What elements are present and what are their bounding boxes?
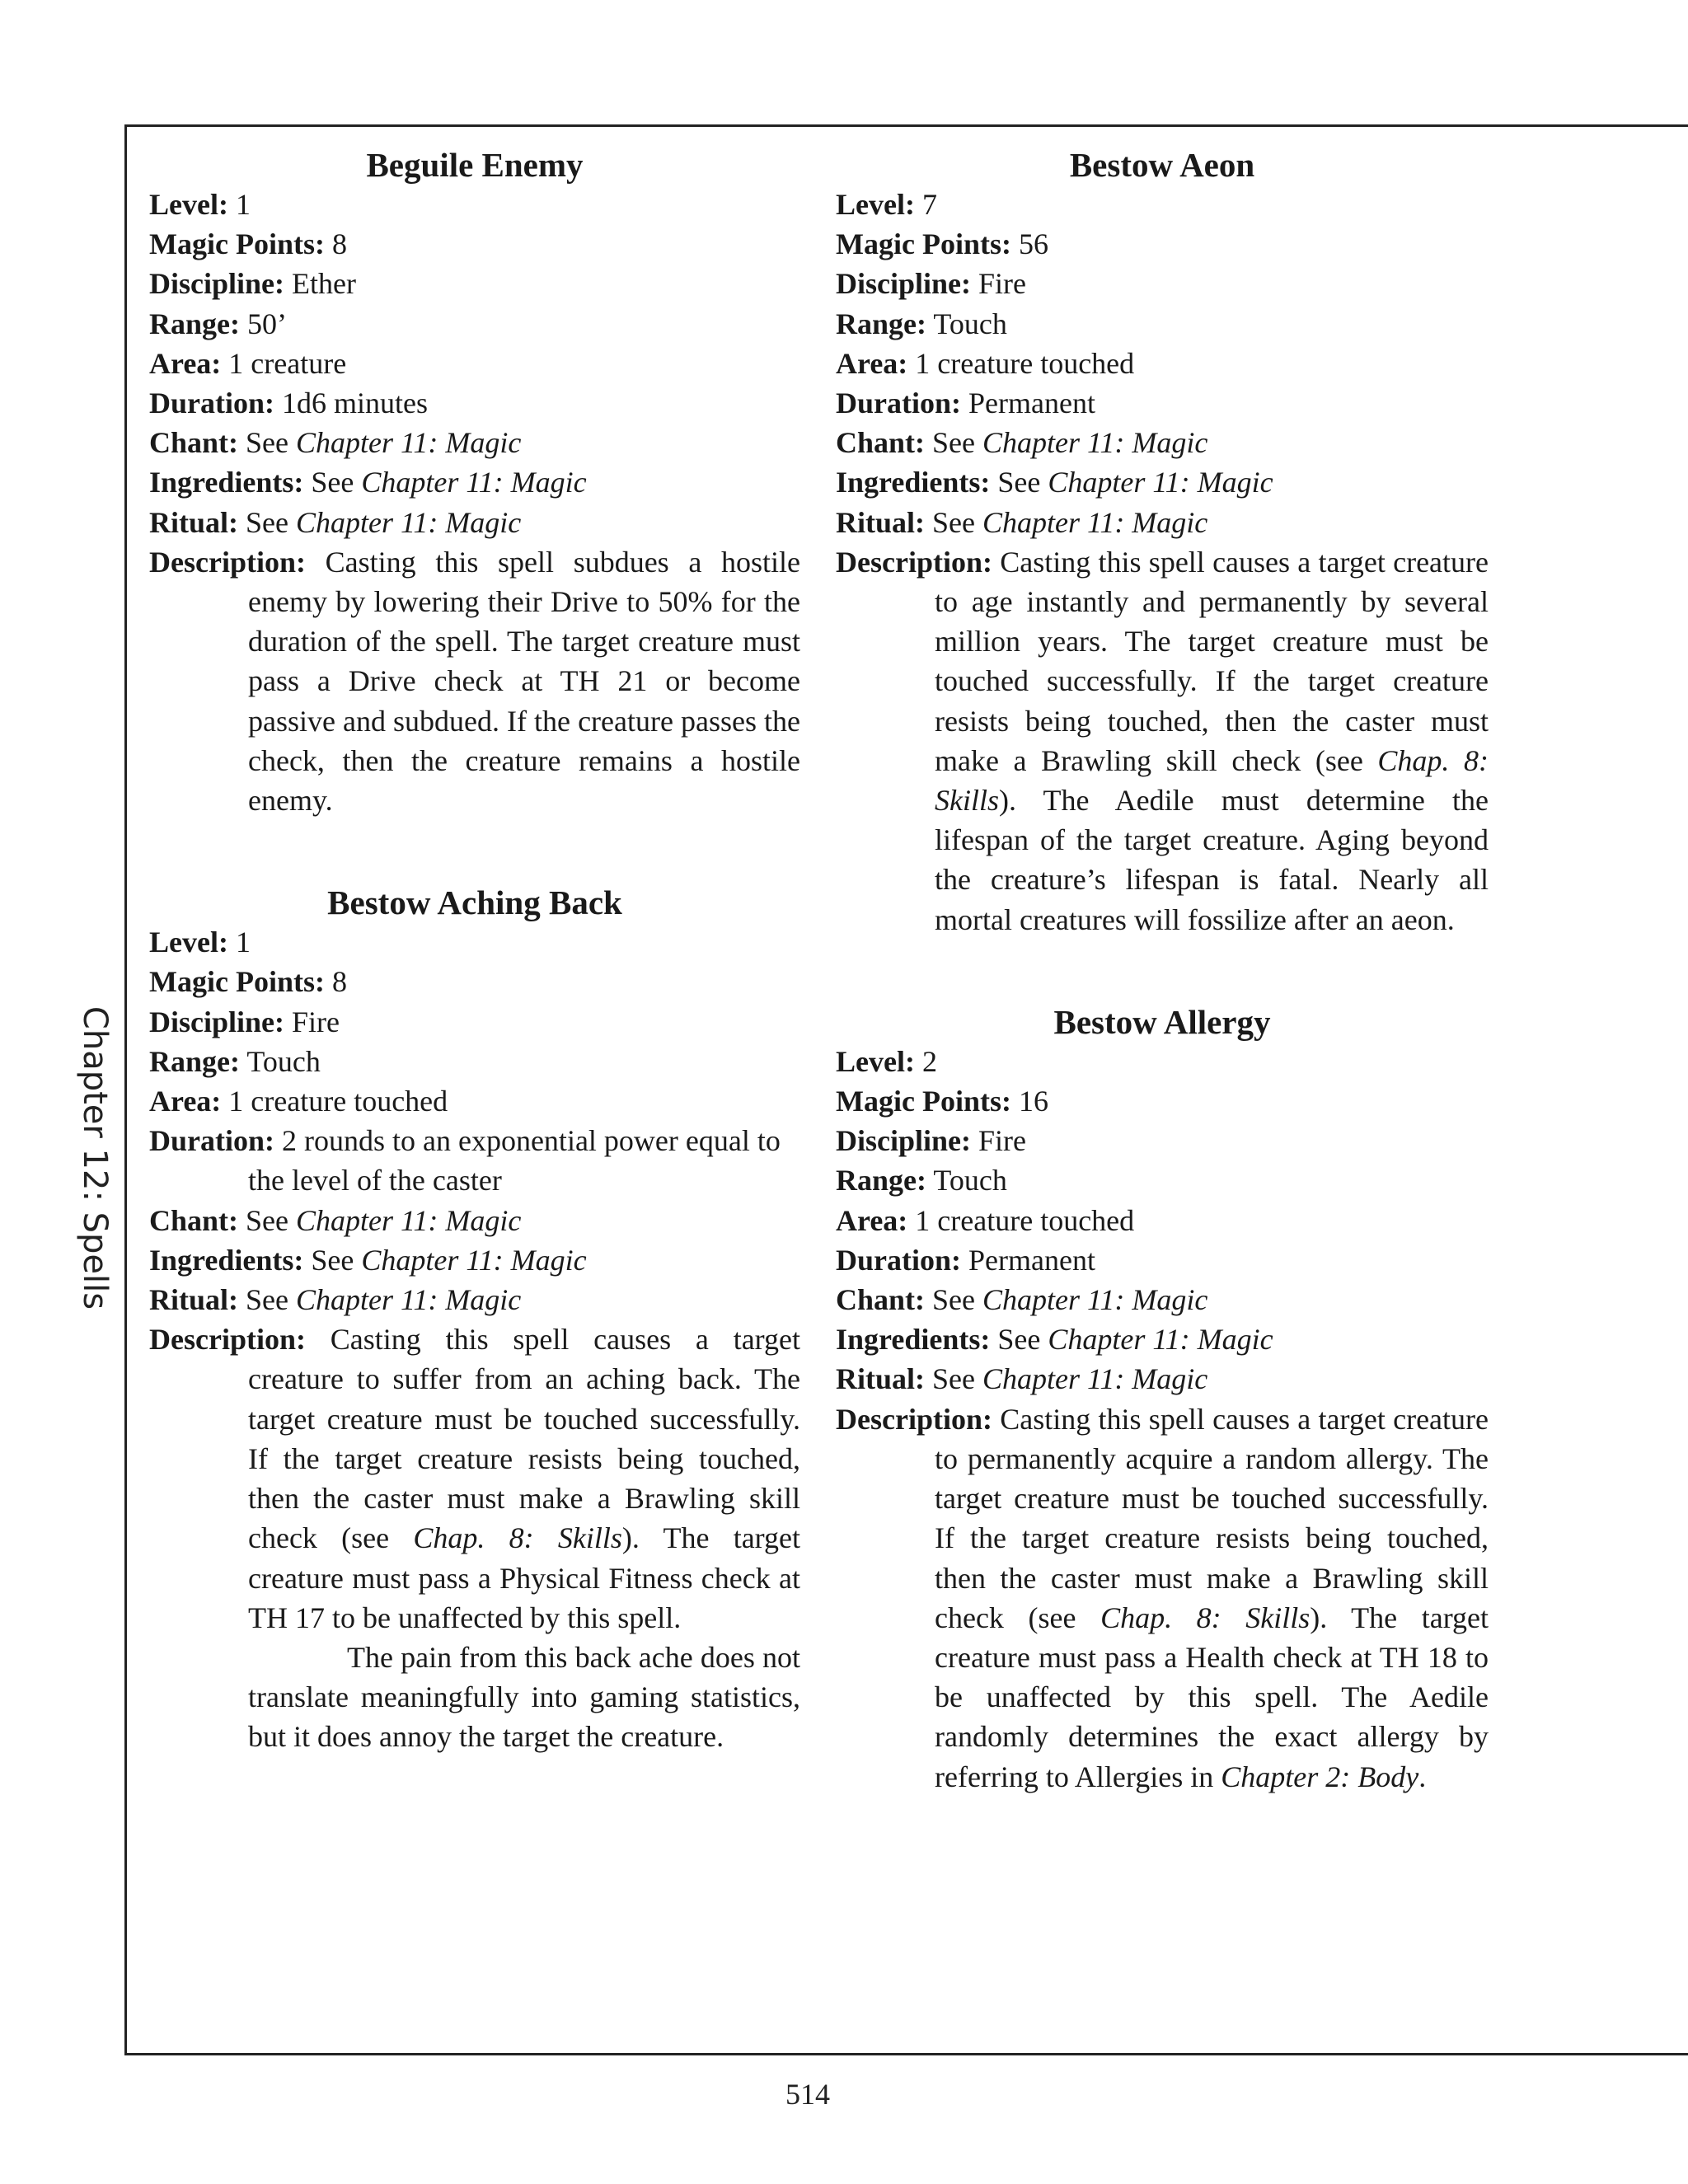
field-ritual: Ritual: See Chapter 11: Magic: [149, 1283, 522, 1317]
spell-bestow-aeon: [836, 142, 1489, 940]
field-level: Level: 1: [149, 926, 251, 959]
field-magic-points: Magic Points: 56: [836, 227, 1048, 261]
field-description: Description: Casting this spell causes a target creature to age instantly and permanently by several million years. The target creature must be touched successfully. If the target creature resists being touched, then the caster must make a Brawling skill check (see Chap. 8: Skills). The Aedile must determine the lifespan of the target creature. Aging beyond the creature’s lifespan is fatal. Nearly all mortal creatures will fossilize after an aeon.: [836, 545, 1489, 936]
field-duration: Duration: Permanent: [836, 387, 1095, 420]
field-ingredients: Ingredients: See Chapter 11: Magic: [149, 466, 587, 499]
field-description: Description: Casting this spell subdues a hostile enemy by lowering their Drive to 50% for the duration of the spell. The target creature must pass a Drive check at TH 21 or become passive and subdued. If the creature passes the check, then the creature remains a hostile enemy.: [149, 545, 801, 818]
spell-bestow-aching-back: [149, 879, 800, 1756]
field-level: Level: 7: [836, 188, 937, 221]
field-duration: Duration: Permanent: [836, 1243, 1095, 1277]
field-level: Level: 1: [149, 188, 251, 221]
field-description: Description: Casting this spell causes a target creature to permanently acquire a random allergy. The target creature must be touched successfully. If the target creature resists being touched, then the caster must make a Brawling skill check (see Chap. 8: Skills). The target creature must pass a Health check at TH 18 to be unaffected by this spell. The Aedile randomly determines the exact allergy by referring to Allergies in Chapter 2: Body.: [836, 1402, 1489, 1793]
field-area: Area: 1 creature touched: [149, 1085, 448, 1118]
field-range: Range: Touch: [836, 307, 1007, 340]
field-chant: Chant: See Chapter 11: Magic: [836, 1283, 1208, 1317]
page-number: 514: [785, 2078, 830, 2111]
field-description-continued: The pain from this back ache does not translate meaningfully into gaming statistics, but it does annoy the target the creature.: [248, 1640, 800, 1754]
field-chant: Chant: See Chapter 11: Magic: [149, 426, 522, 460]
field-duration: Duration: 2 rounds to an exponential power equal to the level of the caster: [149, 1124, 781, 1197]
field-duration: Duration: 1d6 minutes: [149, 387, 428, 420]
spell-title: Bestow Aching Back: [327, 883, 622, 922]
field-range: Range: Touch: [836, 1164, 1007, 1197]
spell-beguile-enemy: [149, 142, 800, 820]
field-discipline: Discipline: Fire: [836, 1124, 1027, 1158]
field-magic-points: Magic Points: 8: [149, 227, 347, 261]
field-area: Area: 1 creature: [149, 346, 347, 380]
field-level: Level: 2: [836, 1044, 937, 1078]
left-column: [149, 142, 800, 1757]
field-discipline: Discipline: Fire: [149, 1005, 340, 1038]
field-description: Description: Casting this spell causes a target creature to suffer from an aching back. The target creature must be touched successfully. If the target creature resists being touched, then the caster must make a Brawling skill check (see Chap. 8: Skills). The target creature must pass a Physical Fitness check at TH 17 to be unaffected by this spell.: [149, 1323, 800, 1634]
field-ritual: Ritual: See Chapter 11: Magic: [149, 505, 522, 539]
field-ingredients: Ingredients: See Chapter 11: Magic: [836, 466, 1273, 499]
spell-title: Beguile Enemy: [366, 146, 584, 184]
chapter-side-title: Chapter 12: Spells: [76, 1005, 114, 1310]
field-magic-points: Magic Points: 16: [836, 1085, 1048, 1118]
field-chant: Chant: See Chapter 11: Magic: [149, 1203, 522, 1237]
field-ritual: Ritual: See Chapter 11: Magic: [836, 505, 1208, 539]
field-ingredients: Ingredients: See Chapter 11: Magic: [836, 1323, 1273, 1357]
field-magic-points: Magic Points: 8: [149, 965, 347, 999]
field-chant: Chant: See Chapter 11: Magic: [836, 426, 1208, 460]
field-discipline: Discipline: Fire: [836, 267, 1027, 301]
field-area: Area: 1 creature touched: [836, 1203, 1135, 1237]
field-ingredients: Ingredients: See Chapter 11: Magic: [149, 1243, 587, 1277]
right-column: [836, 142, 1489, 1797]
field-area: Area: 1 creature touched: [836, 346, 1135, 380]
spell-title: Bestow Allergy: [1053, 1002, 1271, 1041]
field-discipline: Discipline: Ether: [149, 267, 356, 301]
spell-title: Bestow Aeon: [1069, 146, 1255, 184]
spell-bestow-allergy: [836, 999, 1489, 1797]
field-range: Range: Touch: [149, 1044, 321, 1078]
field-ritual: Ritual: See Chapter 11: Magic: [836, 1362, 1208, 1396]
field-range: Range: 50’: [149, 307, 287, 340]
